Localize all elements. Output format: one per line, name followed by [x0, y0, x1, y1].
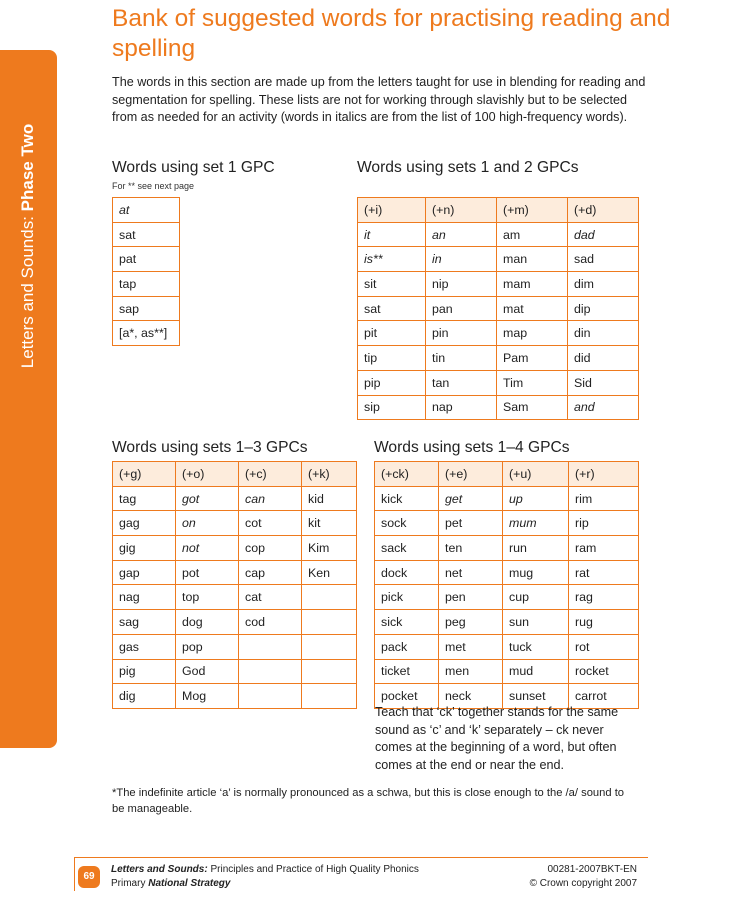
table-row	[113, 296, 180, 321]
word-cell: dip	[568, 296, 639, 321]
footer-title-rest: Principles and Practice of High Quality Phonics	[207, 864, 419, 875]
word-cell: not	[176, 536, 239, 561]
word-cell: Ken	[302, 560, 357, 585]
word-cell: is**	[358, 247, 426, 272]
set13-heading: Words using sets 1–3 GPCs	[112, 439, 308, 456]
footer-title-bold: Letters and Sounds:	[111, 864, 208, 875]
ck-note: Teach that ‘ck’ together stands for the same sound as ‘c’ and ‘k’ separately – ck never comes at the beginning of a word, but often comes at the end or near the end.	[375, 705, 619, 772]
word-cell: cod	[239, 610, 302, 635]
word-cell: pocket	[375, 684, 439, 709]
word-cell: get	[439, 486, 503, 511]
footnote: *The indefinite article ‘a’ is normally pronounced as a schwa, but this is close enough to the /a/ sound to be manageable.	[112, 787, 625, 815]
word-cell: top	[176, 585, 239, 610]
word-cell: tuck	[503, 634, 569, 659]
word-cell: mam	[497, 272, 568, 297]
word-cell: neck	[439, 684, 503, 709]
side-tab-phase: Phase Two	[18, 123, 37, 212]
set13-table	[112, 461, 357, 709]
footer-right	[530, 863, 637, 890]
word-cell: [a*, as**]	[113, 321, 180, 346]
word-cell: net	[439, 560, 503, 585]
footer-left	[111, 863, 419, 890]
word-cell: sap	[113, 296, 180, 321]
word-cell: pan	[426, 296, 497, 321]
word-cell	[239, 684, 302, 709]
word-cell	[302, 684, 357, 709]
column-header: (+o)	[176, 462, 239, 487]
table-row	[375, 511, 639, 536]
word-cell: rag	[569, 585, 639, 610]
word-cell: sat	[358, 296, 426, 321]
table-row	[113, 684, 357, 709]
word-cell: peg	[439, 610, 503, 635]
word-cell: men	[439, 659, 503, 684]
word-cell: rug	[569, 610, 639, 635]
word-cell	[302, 585, 357, 610]
word-cell: pip	[358, 370, 426, 395]
column-header: (+g)	[113, 462, 176, 487]
table-row	[358, 346, 639, 371]
word-cell: sock	[375, 511, 439, 536]
word-cell: sip	[358, 395, 426, 420]
word-cell: dig	[113, 684, 176, 709]
table-row	[113, 272, 180, 297]
word-cell: map	[497, 321, 568, 346]
word-cell: dock	[375, 560, 439, 585]
table-row	[113, 321, 180, 346]
copyright: © Crown copyright 2007	[529, 877, 637, 889]
word-cell: at	[113, 198, 180, 223]
word-cell: tap	[113, 272, 180, 297]
word-cell: met	[439, 634, 503, 659]
column-header: (+i)	[358, 198, 426, 223]
column-header: (+ck)	[375, 462, 439, 487]
word-cell: pen	[439, 585, 503, 610]
word-cell: man	[497, 247, 568, 272]
table-row	[113, 511, 357, 536]
word-cell: pot	[176, 560, 239, 585]
word-cell: sun	[503, 610, 569, 635]
word-cell: nap	[426, 395, 497, 420]
word-cell: rim	[569, 486, 639, 511]
word-cell: can	[239, 486, 302, 511]
intro-paragraph: The words in this section are made up from the letters taught for use in blending for reading and segmentation for spelling. These lists are not for working through slavishly but to be selected from as needed for an activity (words in italics are from the list of 100 high-frequency words).	[112, 75, 646, 124]
table-header-row	[358, 198, 639, 223]
word-cell: rat	[569, 560, 639, 585]
table-row	[375, 486, 639, 511]
word-cell: tin	[426, 346, 497, 371]
word-cell: sack	[375, 536, 439, 561]
word-cell: Sam	[497, 395, 568, 420]
table-row	[113, 198, 180, 223]
word-cell: kick	[375, 486, 439, 511]
word-cell: got	[176, 486, 239, 511]
word-cell	[239, 634, 302, 659]
table-row	[358, 272, 639, 297]
word-cell: Mog	[176, 684, 239, 709]
table-row	[113, 247, 180, 272]
word-cell: mug	[503, 560, 569, 585]
table-row	[113, 585, 357, 610]
word-cell	[302, 610, 357, 635]
column-header: (+e)	[439, 462, 503, 487]
table-header-row	[113, 462, 357, 487]
word-cell: pet	[439, 511, 503, 536]
word-cell: did	[568, 346, 639, 371]
word-cell: tip	[358, 346, 426, 371]
word-cell: rot	[569, 634, 639, 659]
word-cell: up	[503, 486, 569, 511]
table-row	[113, 536, 357, 561]
word-cell: pin	[426, 321, 497, 346]
word-cell: ram	[569, 536, 639, 561]
word-cell: kit	[302, 511, 357, 536]
word-cell: sag	[113, 610, 176, 635]
word-cell: pick	[375, 585, 439, 610]
set1-note: For ** see next page	[112, 181, 195, 191]
word-cell: sit	[358, 272, 426, 297]
word-cell: pack	[375, 634, 439, 659]
column-header: (+r)	[569, 462, 639, 487]
word-cell: cat	[239, 585, 302, 610]
word-cell: Kim	[302, 536, 357, 561]
word-cell: sad	[568, 247, 639, 272]
word-cell: sick	[375, 610, 439, 635]
word-cell: in	[426, 247, 497, 272]
word-cell: gas	[113, 634, 176, 659]
side-tab-prefix: Letters and Sounds:	[18, 211, 37, 369]
word-cell: run	[503, 536, 569, 561]
word-cell: Tim	[497, 370, 568, 395]
word-cell: dad	[568, 222, 639, 247]
set1-table	[112, 197, 180, 346]
table-row	[113, 659, 357, 684]
table-row	[375, 610, 639, 635]
word-cell: carrot	[569, 684, 639, 709]
word-cell	[302, 634, 357, 659]
word-cell	[239, 659, 302, 684]
table-row	[375, 634, 639, 659]
word-cell: tan	[426, 370, 497, 395]
word-cell: cup	[503, 585, 569, 610]
table-row	[358, 370, 639, 395]
table-row	[358, 321, 639, 346]
column-header: (+k)	[302, 462, 357, 487]
word-cell: on	[176, 511, 239, 536]
footer-divider	[74, 857, 648, 858]
set14-table	[374, 461, 639, 709]
table-row	[358, 395, 639, 420]
word-cell: din	[568, 321, 639, 346]
word-cell: ticket	[375, 659, 439, 684]
word-cell: mat	[497, 296, 568, 321]
word-cell: gap	[113, 560, 176, 585]
word-cell: pop	[176, 634, 239, 659]
word-cell: it	[358, 222, 426, 247]
word-cell: Sid	[568, 370, 639, 395]
word-cell: an	[426, 222, 497, 247]
side-tab-label	[18, 124, 38, 368]
word-cell	[302, 659, 357, 684]
word-cell: mud	[503, 659, 569, 684]
table-header-row	[375, 462, 639, 487]
page-title: Bank of suggested words for practising reading and spelling	[112, 5, 671, 62]
table-row	[113, 560, 357, 585]
set12-table	[357, 197, 639, 420]
table-row	[113, 610, 357, 635]
table-row	[113, 222, 180, 247]
table-row	[375, 560, 639, 585]
word-cell: sat	[113, 222, 180, 247]
footer-strategy-name: National Strategy	[148, 877, 231, 889]
word-cell: sunset	[503, 684, 569, 709]
table-row	[113, 634, 357, 659]
word-cell: dog	[176, 610, 239, 635]
word-cell: gig	[113, 536, 176, 561]
table-row	[375, 659, 639, 684]
word-cell: am	[497, 222, 568, 247]
word-cell: nag	[113, 585, 176, 610]
side-tab	[0, 50, 57, 748]
table-row	[375, 585, 639, 610]
table-row	[113, 486, 357, 511]
word-cell: and	[568, 395, 639, 420]
set14-heading: Words using sets 1–4 GPCs	[374, 439, 570, 456]
column-header: (+d)	[568, 198, 639, 223]
footer-strategy-prefix: Primary	[111, 877, 149, 889]
word-cell: gag	[113, 511, 176, 536]
word-cell: mum	[503, 511, 569, 536]
word-cell: tag	[113, 486, 176, 511]
word-cell: cop	[239, 536, 302, 561]
word-cell: rocket	[569, 659, 639, 684]
set1-heading: Words using set 1 GPC	[112, 159, 275, 176]
word-cell: pig	[113, 659, 176, 684]
word-cell: cap	[239, 560, 302, 585]
table-row	[358, 247, 639, 272]
table-row	[358, 296, 639, 321]
word-cell: ten	[439, 536, 503, 561]
column-header: (+n)	[426, 198, 497, 223]
word-cell: pat	[113, 247, 180, 272]
word-cell: cot	[239, 511, 302, 536]
word-cell: kid	[302, 486, 357, 511]
word-cell: Pam	[497, 346, 568, 371]
column-header: (+c)	[239, 462, 302, 487]
footer-divider-vertical	[74, 857, 75, 891]
word-cell: nip	[426, 272, 497, 297]
table-row	[358, 222, 639, 247]
word-cell: pit	[358, 321, 426, 346]
word-cell: rip	[569, 511, 639, 536]
word-cell: God	[176, 659, 239, 684]
word-cell: dim	[568, 272, 639, 297]
table-row	[375, 536, 639, 561]
column-header: (+u)	[503, 462, 569, 487]
column-header: (+m)	[497, 198, 568, 223]
document-code: 00281-2007BKT-EN	[547, 864, 637, 875]
page-number: 69	[78, 866, 100, 888]
set12-heading: Words using sets 1 and 2 GPCs	[357, 159, 579, 176]
